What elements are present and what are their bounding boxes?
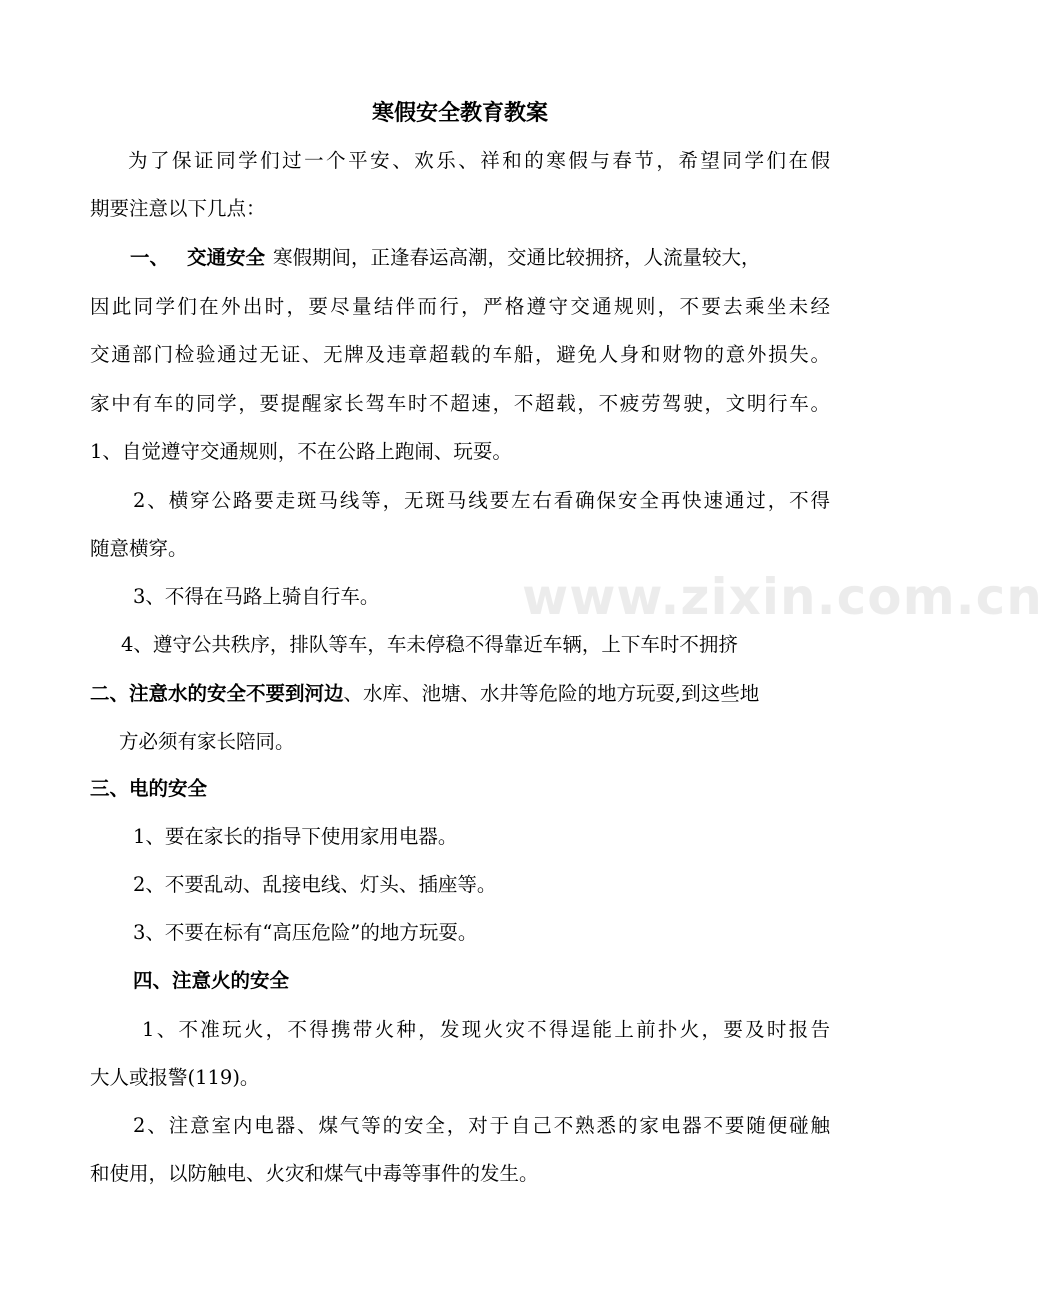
section1-item-3: 3、不得在马路上骑自行车。 <box>133 585 380 608</box>
section3-item-3: 3、不要在标有“高压危险”的地方玩耍。 <box>133 921 478 944</box>
section1-line1-rest: 寒假期间，正逢春运高潮，交通比较拥挤，人流量较大， <box>273 246 761 269</box>
document-title: 寒假安全教育教案 <box>371 100 548 126</box>
section2-line-2: 方必须有家长陪同。 <box>119 730 295 753</box>
section1-item-2: 2、横穿公路要走斑马线等，无斑马线要左右看确保安全再快速通过，不得 <box>133 489 830 512</box>
section1-item-1: 1、自觉遵守交通规则，不在公路上跑闹、玩耍。 <box>90 440 512 463</box>
section2-first-line <box>90 679 830 709</box>
section1-line-4: 家中有车的同学，要提醒家长驾车时不超速，不超载，不疲劳驾驶，文明行车。 <box>90 392 830 415</box>
section1-first-line <box>130 243 830 273</box>
section3-item-1: 1、要在家长的指导下使用家用电器。 <box>133 825 458 848</box>
section1-number: 一、 <box>130 246 170 269</box>
section1-item-4: 4、遵守公共秩序，排队等车，车未停稳不得靠近车辆，上下车时不拥挤 <box>121 633 738 656</box>
intro-line-2: 期要注意以下几点： <box>90 197 266 220</box>
watermark: www.zixin.com.cn <box>522 568 1043 626</box>
section1-item-2-cont: 随意横穿。 <box>90 537 188 560</box>
section1-heading: 交通安全 <box>187 246 266 269</box>
intro-line-1: 为了保证同学们过一个平安、欢乐、祥和的寒假与春节，希望同学们在假 <box>128 149 830 172</box>
section1-line-3: 交通部门检验通过无证、无牌及违章超载的车船，避免人身和财物的意外损失。 <box>90 343 830 366</box>
section1-line-2: 因此同学们在外出时，要尽量结伴而行，严格遵守交通规则，不要去乘坐未经 <box>90 295 830 318</box>
section4-heading: 四、注意火的安全 <box>133 969 290 992</box>
section4-item-1: 1、不准玩火，不得携带火种，发现火灾不得逞能上前扑火，要及时报告 <box>142 1018 830 1041</box>
section2-line1-rest: 、水库、池塘、水井等危险的地方玩耍,到这些地 <box>343 682 760 705</box>
section3-item-2: 2、不要乱动、乱接电线、灯头、插座等。 <box>133 873 497 896</box>
section4-item-2-cont: 和使用，以防触电、火灾和煤气中毒等事件的发生。 <box>90 1162 539 1185</box>
section4-item-2: 2、注意室内电器、煤气等的安全，对于自己不熟悉的家电器不要随便碰触 <box>133 1114 830 1137</box>
section2-heading: 二、注意水的安全不要到河边 <box>90 682 344 705</box>
section3-heading: 三、电的安全 <box>90 777 208 800</box>
section4-item-1-cont: 大人或报警(119)。 <box>90 1066 260 1089</box>
